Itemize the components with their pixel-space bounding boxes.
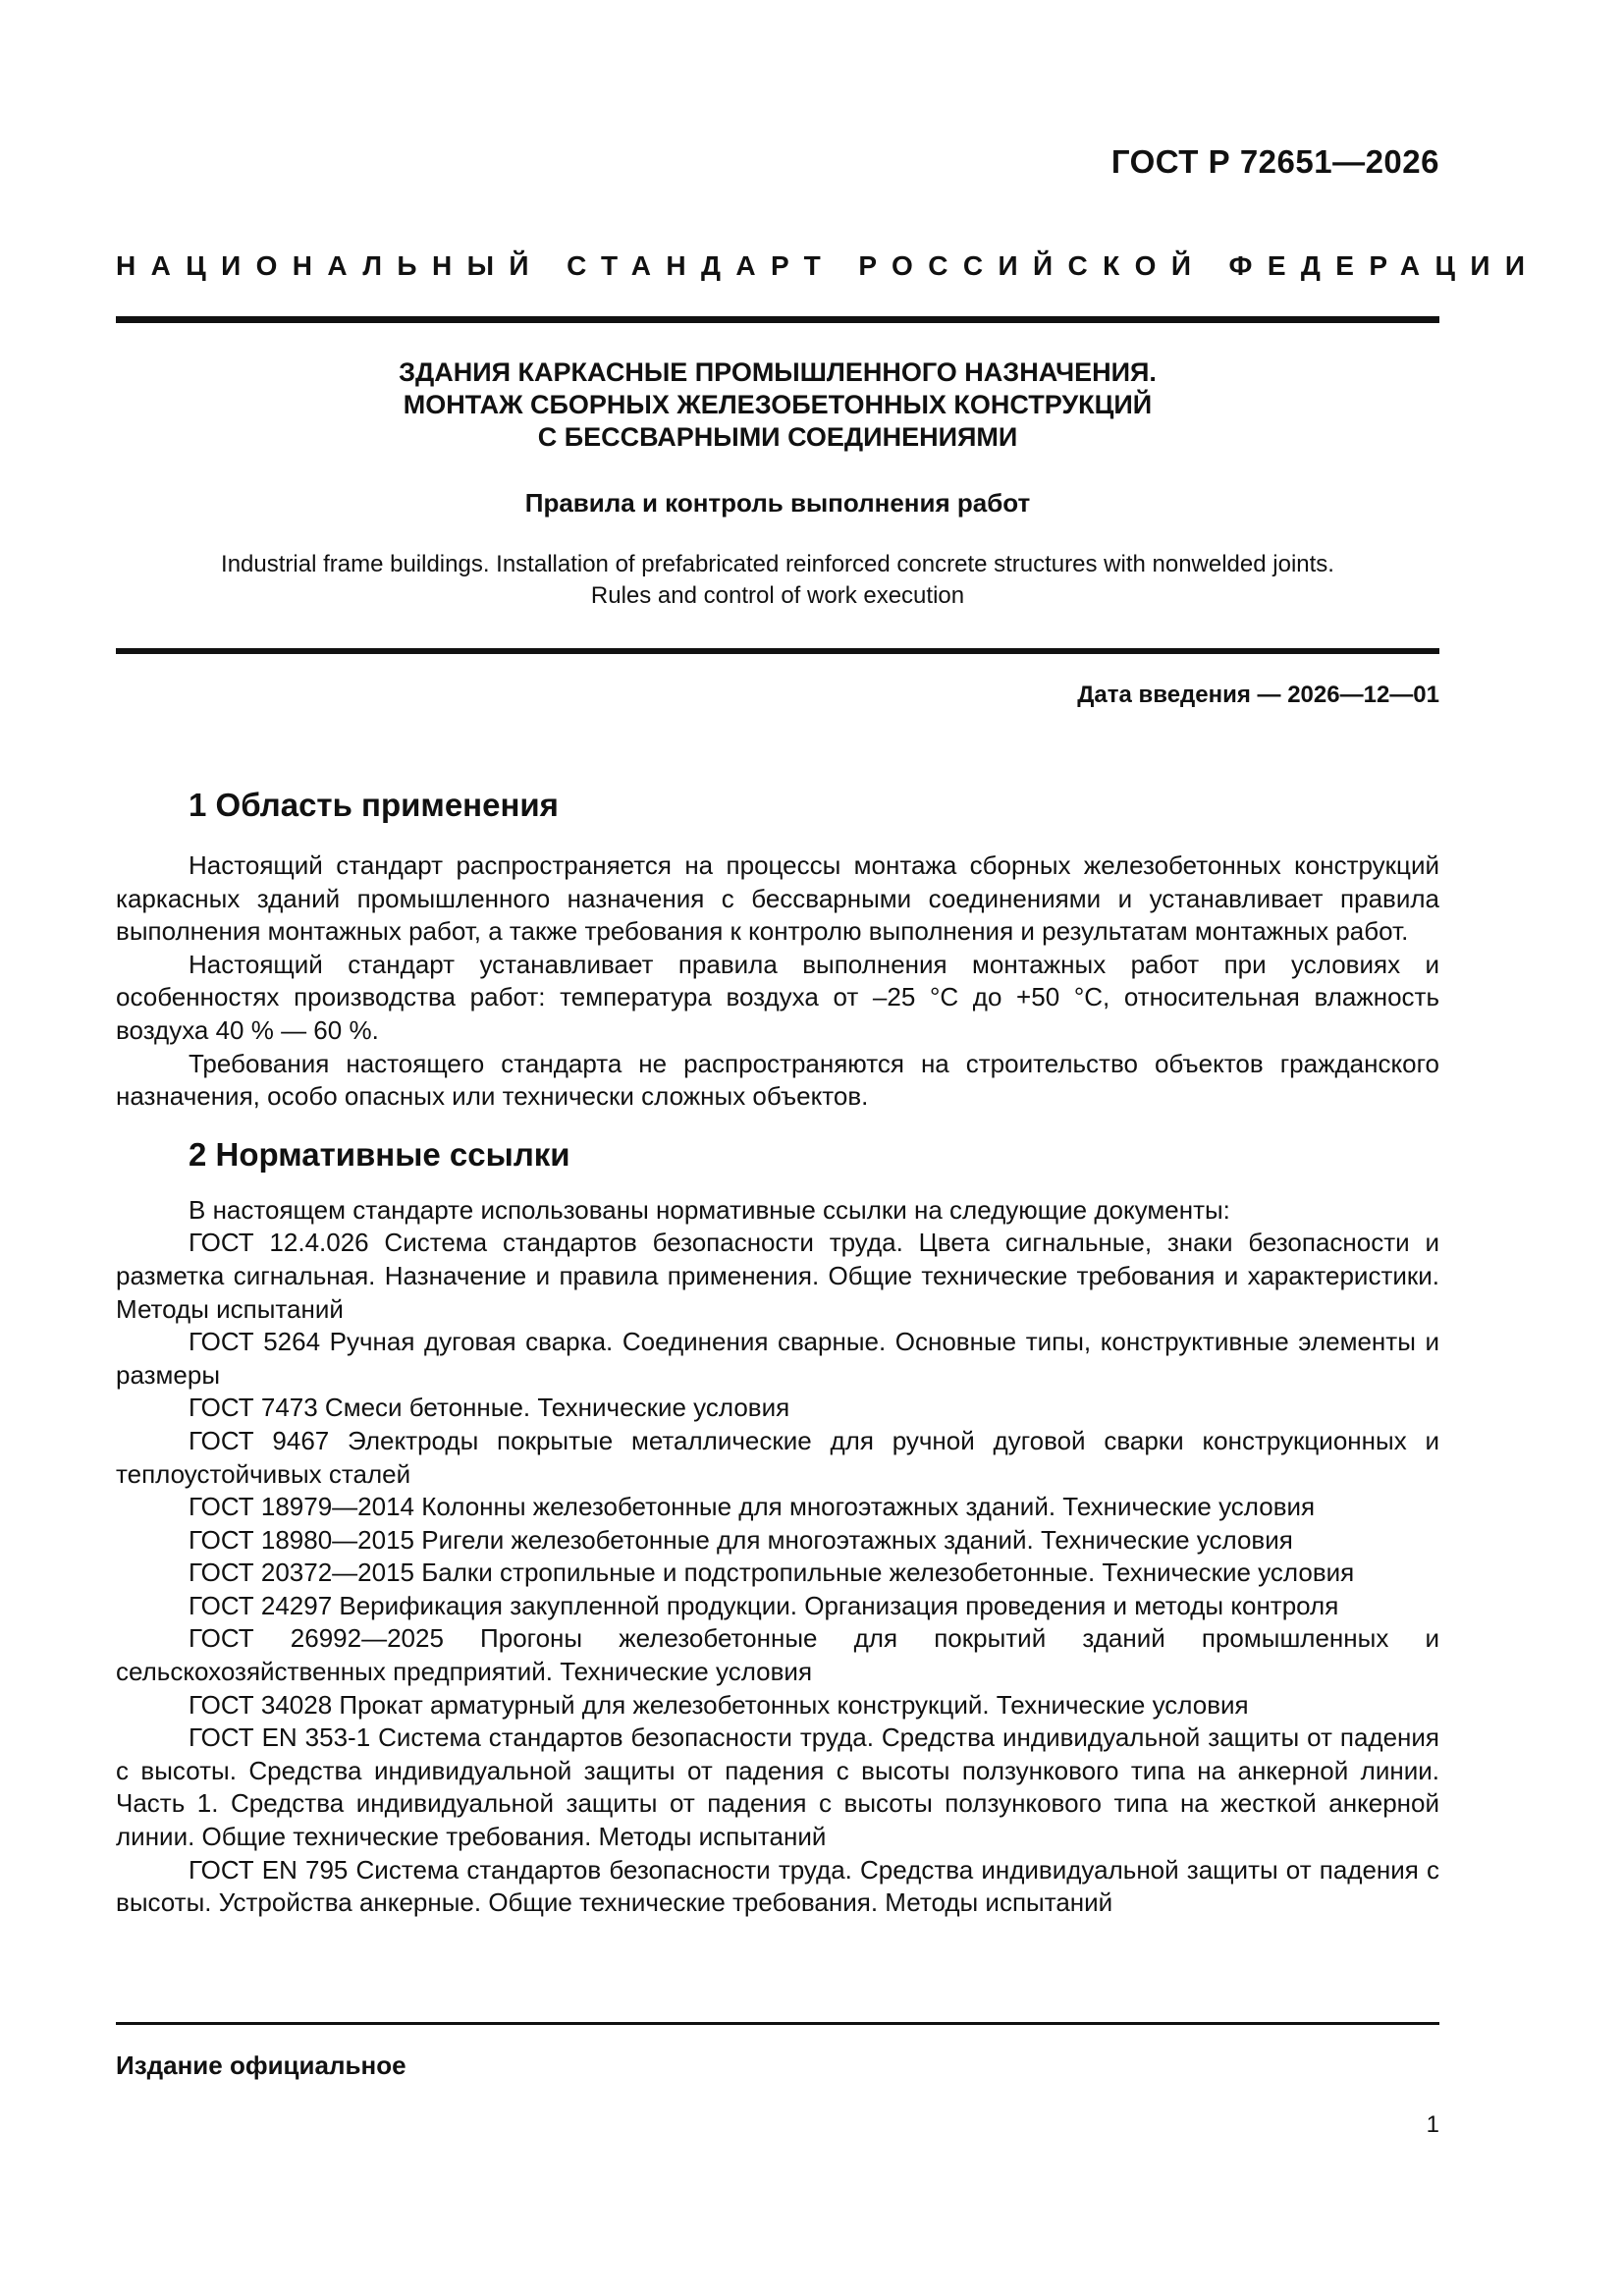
title-line: МОНТАЖ СБОРНЫХ ЖЕЛЕЗОБЕТОННЫХ КОНСТРУКЦИЙ	[403, 390, 1153, 419]
reference-item: ГОСТ 20372—2015 Балки стропильные и подстропильные железобетонные. Технические условия	[189, 1558, 1355, 1588]
reference-item: ГОСТ 18979—2014 Колонны железобетонные для многоэтажных зданий. Технические условия	[189, 1492, 1316, 1522]
national-standard-title: НАЦИОНАЛЬНЫЙ СТАНДАРТ РОССИЙСКОЙ ФЕДЕРАЦИИ	[116, 250, 1541, 281]
reference-item: ГОСТ 26992—2025 Прогоны железобетонные для покрытий зданий промышленных и сельскохозяйственных предприятий. Технические условия	[116, 1623, 1439, 1687]
title-line: ЗДАНИЯ КАРКАСНЫЕ ПРОМЫШЛЕННОГО НАЗНАЧЕНИЯ.	[399, 357, 1157, 387]
footer-divider	[116, 2022, 1439, 2025]
document-subtitle: Правила и контроль выполнения работ	[524, 488, 1031, 518]
document-title-en	[116, 549, 1439, 612]
document-code: ГОСТ Р 72651—2026	[1110, 143, 1439, 180]
reference-item: ГОСТ 18980—2015 Ригели железобетонные для многоэтажных зданий. Технические условия	[189, 1524, 1293, 1555]
reference-item: ГОСТ EN 795 Система стандартов безопасности труда. Средства индивидуальной защиты от падения с высоты. Устройства анкерные. Общие технические требования. Методы испытаний	[116, 1854, 1439, 1918]
paragraph: В настоящем стандарте использованы нормативные ссылки на следующие документы:	[189, 1194, 1230, 1225]
title-line: С БЕССВАРНЫМИ СОЕДИНЕНИЯМИ	[537, 422, 1018, 452]
paragraph: Настоящий стандарт распространяется на процессы монтажа сборных железобетонных конструкций каркасных зданий промышленного назначения с бессварными соединениями и устанавливает правила выполнения монтажных работ, а также требования к контролю выполнения и результатам монтажных работ.	[116, 850, 1439, 947]
paragraph: Требования настоящего стандарта не распространяются на строительство объектов гражданского назначения, особо опасных или технически сложных объектов.	[116, 1048, 1439, 1112]
paragraph: Настоящий стандарт устанавливает правила выполнения монтажных работ при условиях и особенностях производства работ: температура воздуха от –25 °С до +50 °С, относительная влажность воздуха 40 % — 60 %.	[116, 949, 1439, 1045]
title-en-line: Rules and control of work execution	[590, 582, 965, 609]
reference-item: ГОСТ 12.4.026 Система стандартов безопасности труда. Цвета сигнальные, знаки безопасности и разметка сигнальная. Назначение и правила применения. Общие технические требования и характеристики. Методы испытаний	[116, 1228, 1439, 1324]
page-number: 1	[1426, 2111, 1439, 2138]
title-en-line: Industrial frame buildings. Installation of prefabricated reinforced concrete structures with nonwelded joints.	[221, 551, 1334, 577]
section-heading: 2 Нормативные ссылки	[189, 1135, 570, 1173]
title-divider	[116, 648, 1439, 654]
section-heading: 1 Область применения	[189, 787, 559, 823]
document-page	[116, 0, 1541, 2296]
document-title-ru	[116, 356, 1439, 454]
reference-item: ГОСТ 24297 Верификация закупленной продукции. Организация проведения и методы контроля	[189, 1590, 1339, 1620]
reference-item: ГОСТ 5264 Ручная дуговая сварка. Соединения сварные. Основные типы, конструктивные элементы и размеры	[116, 1327, 1439, 1390]
introduction-date: Дата введения — 2026—12—01	[1077, 682, 1439, 708]
top-divider	[116, 316, 1439, 323]
reference-item: ГОСТ 34028 Прокат арматурный для железобетонных конструкций. Технические условия	[189, 1689, 1249, 1720]
official-edition-label: Издание официальное	[116, 2050, 406, 2080]
document-body	[116, 786, 1439, 1920]
reference-item: ГОСТ EN 353-1 Система стандартов безопасности труда. Средства индивидуальной защиты от падения с высоты. Средства индивидуальной защиты от падения с высоты ползункового типа на анкерной линии. Часть 1. Средства индивидуальной защиты от падения с высоты ползункового типа на жесткой анкерной линии. Общие технические требования. Методы испытаний	[116, 1722, 1439, 1852]
reference-item: ГОСТ 9467 Электроды покрытые металлические для ручной дуговой сварки конструкционных и теплоустойчивых сталей	[116, 1425, 1439, 1489]
reference-item: ГОСТ 7473 Смеси бетонные. Технические условия	[189, 1393, 790, 1423]
